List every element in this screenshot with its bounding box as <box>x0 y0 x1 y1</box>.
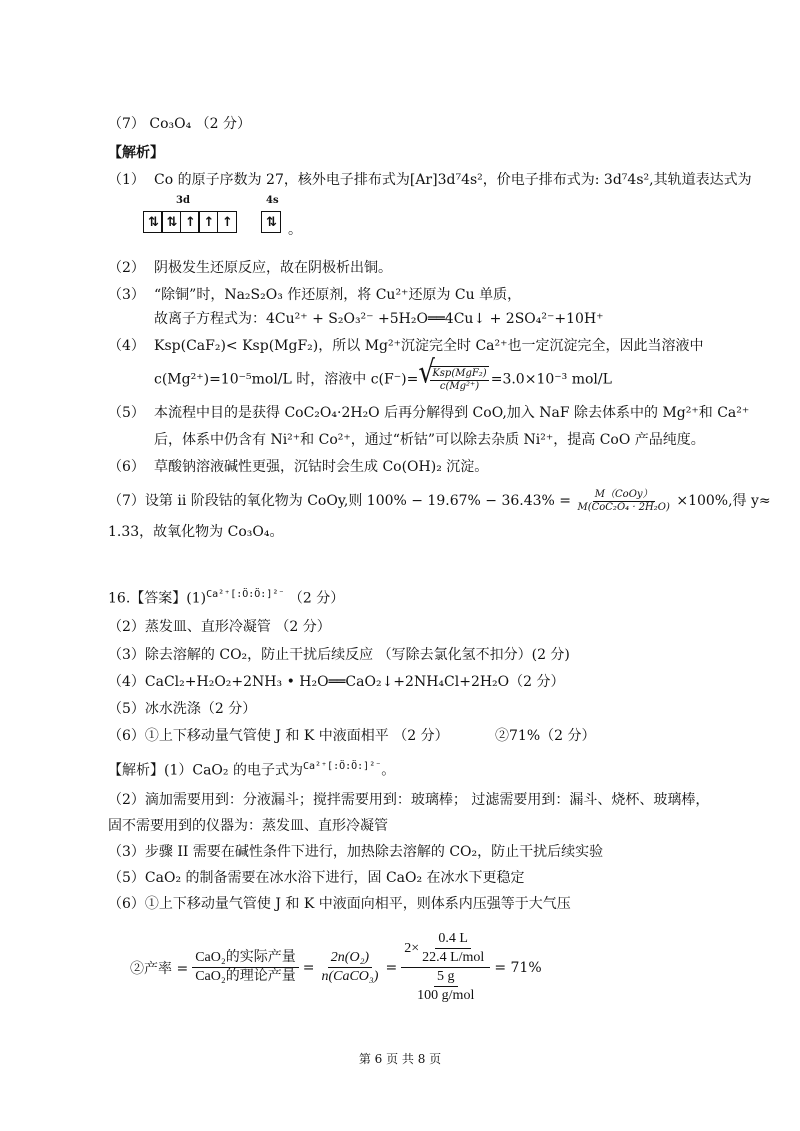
item-text: 本流程中目的是获得 CoC₂O₄·2H₂O 后再分解得到 CoO,加入 NaF 除去体系中的 Mg²⁺和 Ca²⁺ <box>154 405 750 421</box>
analysis-item-1 <box>108 170 752 190</box>
coefficient: 2× <box>404 940 420 956</box>
item-number: （3） <box>108 287 145 303</box>
orbital-3d-boxes <box>144 211 237 233</box>
item-text: Co 的原子序数为 27，核外电子排布式为[Ar]3d⁷4s²，价电子排布式为: 3d⁷4s²,其轨道表达式为 <box>154 172 752 188</box>
analysis-text: 【解析】(1）CaO₂ 的电子式为 <box>108 762 303 779</box>
cao2-electron-formula: Ca²⁺[:Ö:Ö:]²⁻ <box>302 761 382 772</box>
orbital-box: ↑ <box>180 211 200 233</box>
q16-analysis-1 <box>108 757 395 781</box>
analysis-item-3 <box>108 285 521 305</box>
item-number: （1） <box>108 172 145 188</box>
frac-denominator: 22.4 L/mol <box>422 950 485 965</box>
orbital-4s-boxes <box>262 211 281 233</box>
frac-numerator: 0.4 L <box>435 930 471 949</box>
orbital-box: ⇅ <box>261 211 281 233</box>
inner-fraction <box>419 930 487 967</box>
calc-text-a: c(Mg²⁺)=10⁻⁵mol/L 时，溶液中 c(F⁻)= <box>154 371 419 388</box>
calc-text-b: =3.0×10⁻³ mol/L <box>490 371 612 388</box>
q16-analysis-6: （6）①上下移动量气管使 J 和 K 中液面向相平，则体系内压强等于大气压 <box>108 896 571 912</box>
orbital-box: ⇅ <box>161 211 181 233</box>
orbital-box: ↑ <box>217 211 237 233</box>
analysis-item-5-cont: 后，体系中仍含有 Ni²⁺和 Co²⁺，通过“析钴”可以除去杂质 Ni²⁺，提高 CoO 产品纯度。 <box>154 432 705 448</box>
yield-formula <box>130 930 542 1005</box>
analysis-item-6 <box>108 457 488 477</box>
frac-numerator: CaO₂的实际产量 <box>192 949 299 968</box>
q16-answer-5: （5）冰水洗涤（2 分） <box>108 701 257 717</box>
item-text: Ksp(CaF₂)< Ksp(MgF₂)，所以 Mg²⁺沉淀完全时 Ca²⁺也一定沉淀完全，因此当溶液中 <box>154 338 704 354</box>
molar-mass-fraction <box>575 489 671 514</box>
analysis-item-4-calc <box>154 366 612 393</box>
frac-numerator: M（CoOy） <box>594 488 653 500</box>
formula-result: = 71% <box>494 959 542 976</box>
item-text: “除铜”时，Na₂S₂O₃ 作还原剂，将 Cu²⁺还原为 Cu 单质， <box>154 287 522 303</box>
q16-analysis-2-cont: 固不需要用到的仪器为：蒸发皿、直形冷凝管 <box>108 818 388 834</box>
q16-analysis-3: （3）步骤 II 需要在碱性条件下进行，加热除去溶解的 CO₂，防止干扰后续实验 <box>108 844 604 860</box>
frac-denominator: M(CoC₂O₄ · 2H₂O) <box>577 501 670 513</box>
q16-analysis-2: （2）滴加需要用到：分液漏斗；搅拌需要用到：玻璃棒； 过滤需要用到：漏斗、烧杯、玻璃棒， <box>108 792 710 808</box>
orbital-box: ⇅ <box>143 211 163 233</box>
q16-analysis-5: （5）CaO₂ 的制备需要在冰水浴下进行，固 CaO₂ 在冰水下更稳定 <box>108 870 525 886</box>
score: （2 分） <box>288 590 345 607</box>
q16-answer-3: （3）除去溶解的 CO₂，防止干扰后续反应 （写除去氯化氢不扣分）(2 分) <box>108 647 570 663</box>
item-text: 阴极发生还原反应，故在阴极析出铜。 <box>154 260 392 276</box>
formula-prefix: ②产率 = <box>130 960 189 977</box>
orbital-period: 。 <box>288 222 302 238</box>
inner-fraction <box>414 968 477 1005</box>
item-text-b: ×100%,得 y≈ <box>676 493 771 509</box>
orbital-4s-label: 4s <box>266 195 279 206</box>
item-number: （2） <box>108 260 145 276</box>
equals-sign: = <box>302 959 315 976</box>
page-footer: 第 6 页 共 8 页 <box>358 1052 442 1066</box>
frac-numerator <box>401 930 490 968</box>
orbital-3d-label: 3d <box>176 195 190 206</box>
item-number: （4） <box>108 338 145 354</box>
q16-answer-4: （4）CaCl₂+H₂O₂+2NH₃ • H₂O══CaO₂↓+2NH₄Cl+2H₂O（2 分） <box>108 674 565 690</box>
analysis-item-2 <box>108 258 392 278</box>
yield-fraction-2 <box>318 949 381 986</box>
analysis-end: 。 <box>381 762 396 779</box>
frac-denominator: c(Mg²⁺) <box>439 381 480 392</box>
analysis-item-7-cont: 1.33，故氧化物为 Co₃O₄。 <box>108 524 284 540</box>
frac-denominator: n(CaCO₃) <box>321 969 379 984</box>
analysis-item-3-equation: 故离子方程式为：4Cu²⁺ + S₂O₃²⁻ +5H₂O══4Cu↓ + 2SO₄²⁻+10H⁺ <box>154 311 604 327</box>
frac-numerator: √ Ksp(MgF₂) <box>432 368 487 379</box>
frac-denominator: CaO₂的理论产量 <box>195 969 296 984</box>
frac-denominator: 100 g/mol <box>417 988 475 1003</box>
q16-answer-1 <box>108 585 344 609</box>
sqrt-fraction <box>430 366 488 393</box>
analysis-item-7 <box>108 488 771 514</box>
frac-numerator: 2n(O₂) <box>328 949 372 968</box>
orbital-box: ↑ <box>198 211 218 233</box>
equals-sign: = <box>385 959 398 976</box>
yield-fraction-3 <box>401 930 490 1005</box>
analysis-heading: 【解析】 <box>108 145 164 161</box>
answer-label: 16.【答案】(1) <box>108 590 207 607</box>
q16-answer-6a: （6）①上下移动量气管使 J 和 K 中液面相平 （2 分） <box>108 728 449 744</box>
item-number: （6） <box>108 459 145 475</box>
analysis-item-4 <box>108 336 704 356</box>
cao2-electron-formula: Ca²⁺[:Ö:Ö:]²⁻ <box>206 589 285 600</box>
analysis-item-5 <box>108 403 749 423</box>
frac-numerator: 5 g <box>434 968 458 987</box>
q16-answer-6b: ②71%（2 分） <box>495 728 596 744</box>
frac-denominator <box>411 968 480 1005</box>
sqrt-expression <box>420 366 488 393</box>
item-text: （7）设第 ii 阶段钴的氧化物为 CoOy,则 100% − 19.67% − 36.43% = <box>108 493 572 509</box>
item-number: （5） <box>108 405 145 421</box>
yield-fraction-1 <box>192 949 299 986</box>
q16-answer-2: （2）蒸发皿、直形冷凝管 （2 分） <box>108 619 331 635</box>
q7-answer: （7） Co₃O₄ （2 分） <box>108 116 252 132</box>
item-text: 草酸钠溶液碱性更强，沉钴时会生成 Co(OH)₂ 沉淀。 <box>154 459 489 475</box>
